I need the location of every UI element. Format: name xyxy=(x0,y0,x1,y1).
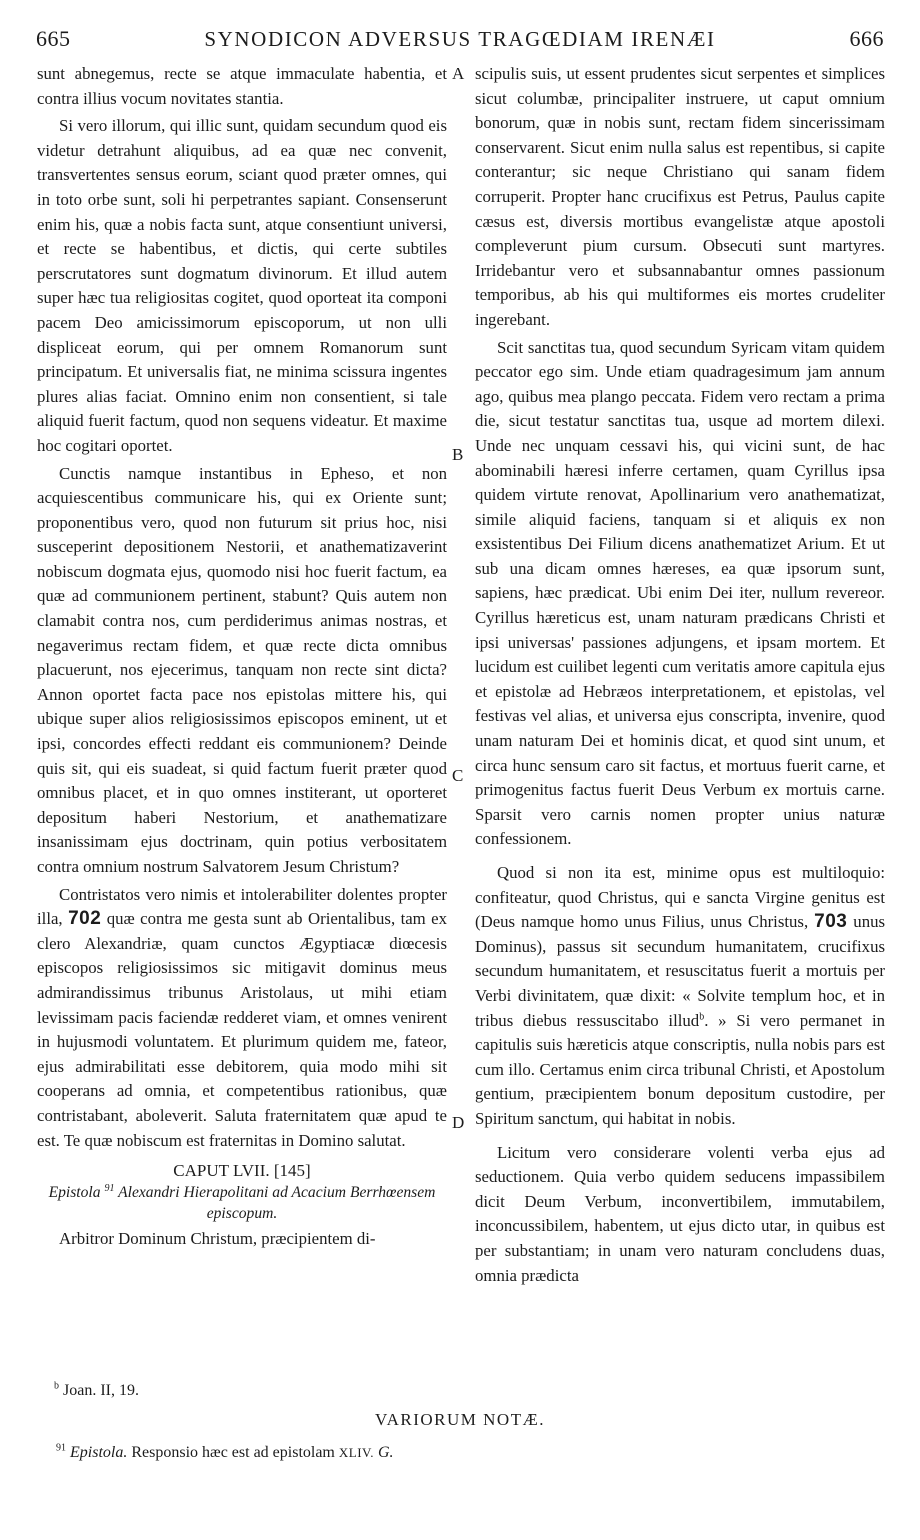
paragraph-text: Quod si non ita est, minime opus est multiloquio: confiteatur, quod Christus, qui e sancta Virgine genitus est (Deus namque homo unus Filius, unus Christus, xyxy=(475,863,885,932)
paragraph: Licitum vero considerare volenti verba ejus ad seductionem. Quia verbo quidem seducens impassibilem dicit Deum Verbum, inconvertibilem, immutabilem, inconcussibilem, habentem, ut ejus dicto utar, in quibus est per substantiam; in unam vero naturam concludens duas, omnia prædicta xyxy=(475,1142,885,1285)
footnote-text: Joan. II, 19. xyxy=(63,1382,139,1399)
original-page-marker: 703 xyxy=(814,911,848,933)
running-header xyxy=(36,26,884,60)
paragraph xyxy=(475,861,885,1132)
paragraph-text: quæ contra me gesta sunt ab Orientalibus, tam ex clero Alexandriæ, quam cunctos Ægyptiacæ diœcesis episcopos religiosissimos sic mitigavit dominus meus admirandissimus tribunus Aristolaus, ut mihi etiam levissimam pacis faciendæ redderet viam, et omnes venirent in hujusmodi voluntatem. Et plurimum quidem me, fateor, ejus admirabilitati esse debitorem, quia modo mihi sit cooperans ad omnia, et competentibus rationibus, quæ contristabant, aboleverit. Saluta fraternitatem quæ apud te est. Te quæ nobiscum est fraternitas in Domino salutat. xyxy=(37,909,447,1150)
paragraph: Cunctis namque instantibus in Epheso, et non acquiescentibus communicare his, qui ex Oriente sunt; proponentibus vero, quod non futurum sit prius hoc, nisi susceperint depositionem Nestorii, et anathematizaverint nobiscum dogmata ejus, quomodo nisi hoc fuerit factum, ea quæ ad communionem pertinent, stabunt? Quis autem non clamabit contra nos, cum perdiderimus animas nostras, et negaverimus rectam fidem, et quæ recte dicta omnibus placuerunt, nos ejecerimus, tanquam non recte sint dicta? Annon oportet facta pace nos epistolas mittere his, qui ubique super alios religiosissimos episcopos eminent, ut et ipsi, concordes effecti reddant eis communionem? Deinde quis sit, qui eis suadeat, si quid factum fuerit præter quod omnibus placet, et in quo omnes institerant, ut oporteret depositum haberi Nestorium, et anathematizare insanissimam ejus doctrinam, quin potius verbositatem contra omnium nostrum Salvatorem Jesum Christum? xyxy=(37,463,447,876)
paragraph-text: unus Dominus), passus sit secundum humanitatem, crucifixus secundum humanitatem, et resuscitatus fuerit a mortuis per Verbi divinitatem, quæ dixit: « Solvite templum hoc, et in tribus diebus ressuscitabo illud xyxy=(475,912,885,1030)
original-page-marker: 702 xyxy=(68,908,102,930)
chapter-subtitle-text: Alexandri Hierapolitani ad Acacium Berrhœensem episcopum. xyxy=(118,1184,436,1223)
paragraph: sunt abnegemus, recte se atque immaculate habentia, et contra illius vocum novitates stantia. xyxy=(37,64,447,108)
paragraph: Si vero illorum, qui illic sunt, quidam secundum quod eis videtur detrahunt aliquibus, ad ea quæ nec convenit, transvertentes sensus eorum, sciant quod præter omnes, qui in toto orbe sunt, soli hi perpetrantes sapiant. Consenserunt enim his, quæ a nobis facta sunt, atque consentiunt universi, et recte se habentibus, et dictis, qui certe subtiles perscrutatores sunt dogmatum divinorum. Et illud autem super hæc tua religiositas cogitet, quod oporteat ita componi pacem Deo amicissimorum episcoporum, ut non ulli displiceat eorum, qui per omnem Romanorum sunt principatum. Et universalis fiat, ne minima scissura ingentes plures alias faciat. Omnino enim non consentient, si tale aliquid fuerit factum, quod non sequens videatur. Et maxime hoc cogitari oportet. xyxy=(37,116,447,455)
margin-letter-d: D xyxy=(452,1113,465,1132)
margin-letter-c: C xyxy=(452,766,464,785)
chapter-heading: CAPUT LVII. [145] xyxy=(173,1161,311,1181)
note-reference: 91 xyxy=(104,1182,115,1194)
note-lemma: Epistola. xyxy=(70,1444,128,1461)
right-column xyxy=(475,62,885,1288)
margin-letter-a: A xyxy=(452,64,465,83)
right-page-number: 666 xyxy=(849,26,884,51)
notes-heading: VARIORUM NOTÆ. xyxy=(375,1410,545,1429)
left-page-number: 665 xyxy=(36,26,71,51)
footnote-mark: b xyxy=(54,1380,59,1392)
paragraph-text: Contristatos vero nimis et intolerabiliter dolentes propter illa, xyxy=(37,884,447,929)
chapter-subtitle xyxy=(37,1182,447,1224)
chapter-subtitle-text: Epistola xyxy=(48,1184,101,1202)
paragraph xyxy=(37,883,447,1154)
margin-letter-b: B xyxy=(452,445,464,464)
note-text: Responsio hæc est ad epistolam xyxy=(131,1444,335,1461)
running-title: SYNODICON ADVERSUS TRAGŒDIAM IRENÆI xyxy=(204,27,716,51)
paragraph: scipulis suis, ut essent prudentes sicut serpentes et simplices sicut columbæ, principaliter instruere, ut caput omnium bonorum, quæ in nobis sunt, rectam fidem sincerissimam conservarent. Sicut enim nulla salus est repentibus, si capite conterantur; sic neque Christiano qui sanam fidem corruperit. Propter hanc crucifixus est Petrus, Paulus capite cæsus est, diversis mortibus evangelistæ atque apostoli compleverunt pium cursum. Obsecuti sunt martyres. Irridebantur vero et subsannabantur omnes passionum temporibus, ab his qui multiformes eis mortes crudeliter ingerebant. xyxy=(475,64,885,329)
left-column xyxy=(37,62,447,1252)
note-signature: G. xyxy=(378,1444,394,1461)
footnote xyxy=(54,1382,139,1400)
paragraph: Arbitror Dominum Christum, præcipientem di- xyxy=(59,1229,376,1249)
paragraph: Scit sanctitas tua, quod secundum Syricam vitam quidem peccator ego sim. Unde etiam quadragesimum jam annum ago, quibus mea plango peccata. Fidem vero rectam a prima die, sicut testatur sanctitas tua, usque ad mortem dilexi. Unde nec unquam cessavi his, qui vicini sunt, de hac abominabili hæresi inferre certamen, quam Cyrillus ipsa quidem virtute renovat, Apollinarium vero anathematizat, simile aliquid faciens, tanquam si et aliquis ex non exsistentibus Dei Filium dicens anathematizet Arium. Et ut sub una dicam omnes hæreses, ea quæ ipsorum sunt, sapiens, hæc prædicat. Ubi enim Dei iter, nullum revereor. Cyrillus hæreticus est, unam naturam prædicans Christi et ipsi universas' passiones adjungens, et ipsam mortem. Et lucidum est cuilibet legenti cum veritatis amore capitula ejus et epistolæ ad Hebræos interpretationem, et epistolas, vel festivas vel alias, et universa ejus conscripta, invenire, quod unam naturam Dei et hominis dicat, et quod sint unum, et circa hunc sensum caro sit factus, et mortuus fuerit carne, et primogenitus factus fuerit Deus Verbum ex mortuis carne. Sparsit vero carnis nomen propter unius naturæ confessionem. xyxy=(475,337,885,849)
note-reference-number: XLIV. xyxy=(338,1445,374,1460)
variorum-note xyxy=(56,1444,394,1462)
paragraph-text: . » Si vero permanet in capitulis suis hæreticis atque conscriptis, nulla nobis pars est cum illo. Certamus enim circa tribunal Christi, et Apostolum gentium, præcipientem bonum depositum custodire, per Spiritum sanctum, qui habitat in nobis. xyxy=(475,1010,885,1128)
note-mark: 91 xyxy=(56,1442,66,1454)
footnote-reference: b xyxy=(699,1010,705,1022)
